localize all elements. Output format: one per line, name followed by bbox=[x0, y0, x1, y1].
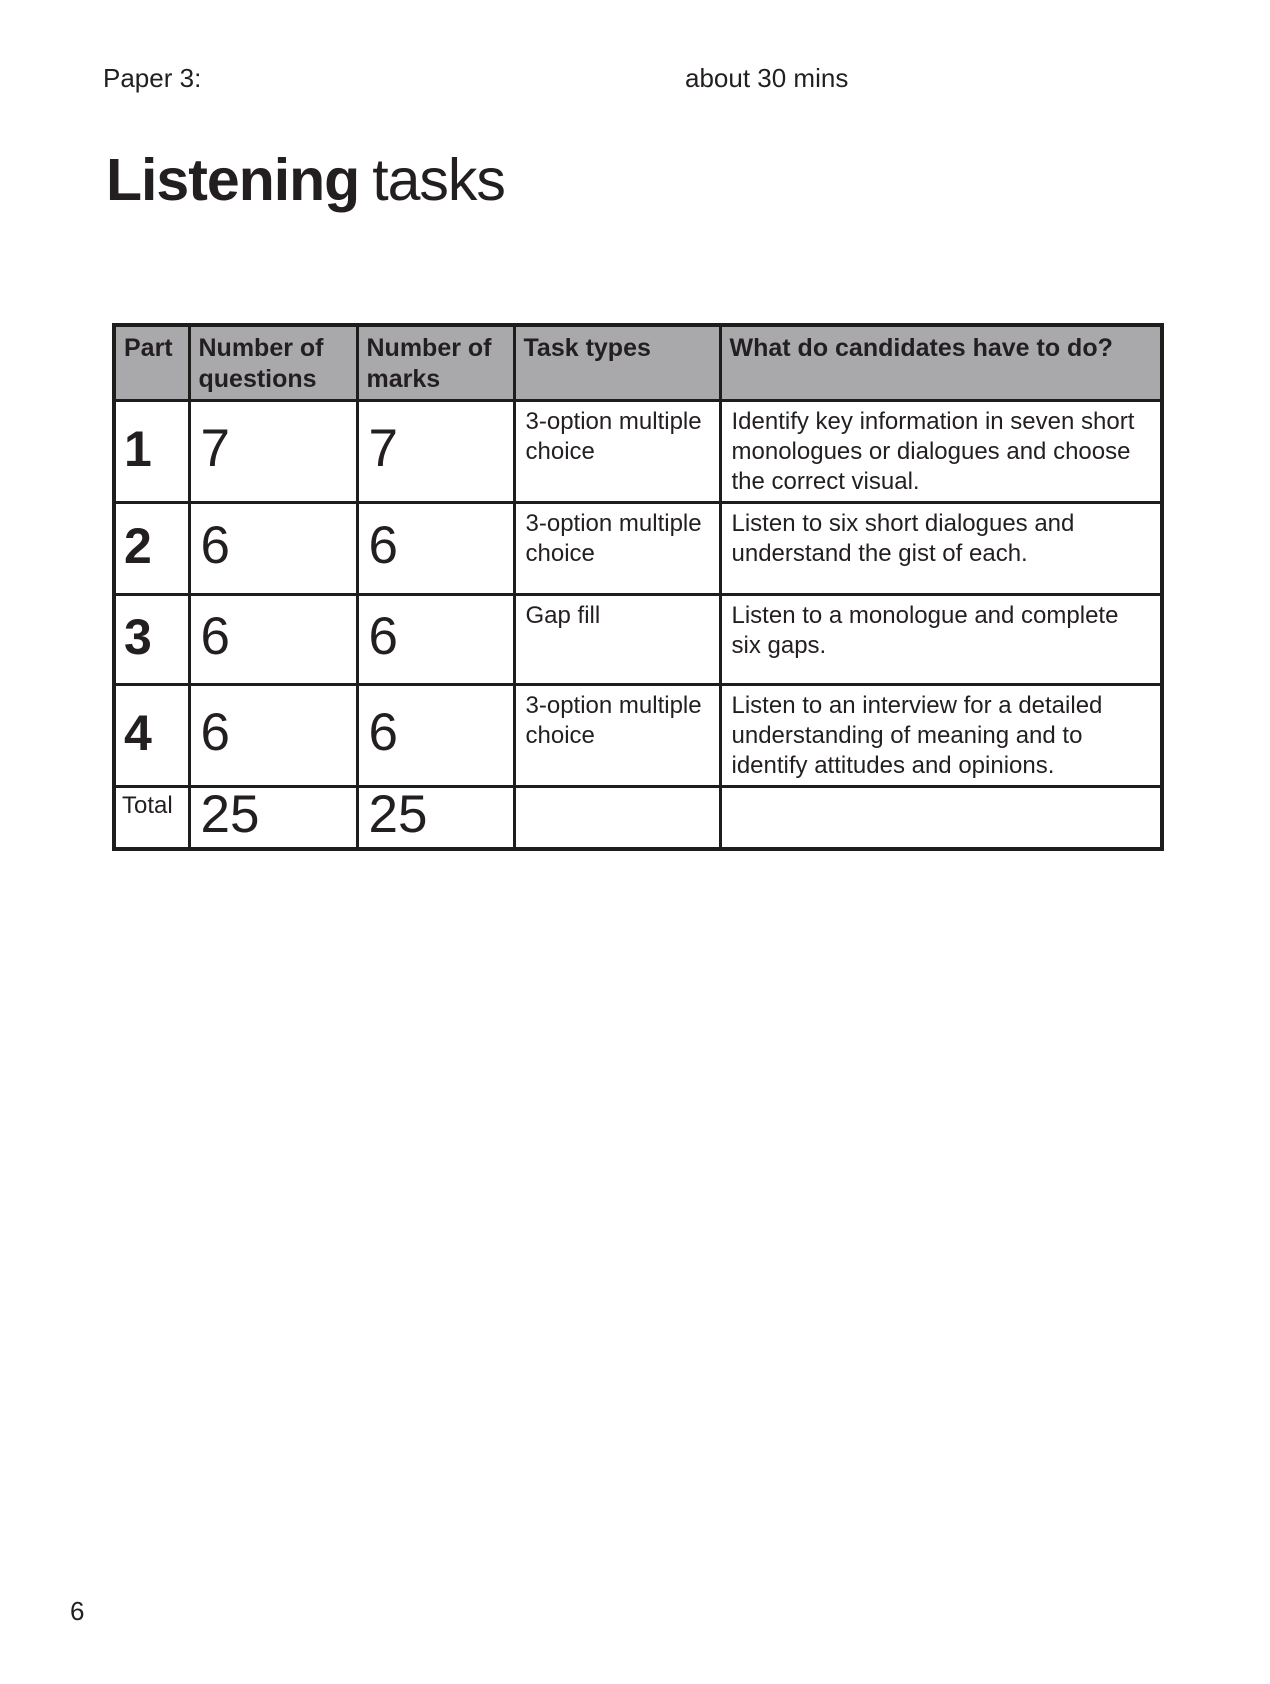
part-number: 4 bbox=[114, 685, 189, 787]
table-header-row bbox=[114, 325, 1162, 401]
task-type: 3-option multiple choice bbox=[514, 503, 720, 595]
task-type: 3-option multiple choice bbox=[514, 401, 720, 503]
task-type: 3-option multiple choice bbox=[514, 685, 720, 787]
table-row-total bbox=[114, 787, 1162, 850]
page-number: 6 bbox=[70, 1596, 85, 1626]
table-row-part-1 bbox=[114, 401, 1162, 503]
empty-cell bbox=[514, 787, 720, 850]
questions-count: 6 bbox=[189, 685, 357, 787]
col-header-part: Part bbox=[114, 325, 189, 401]
task-description: Listen to a monologue and complete six gaps. bbox=[720, 595, 1162, 685]
page-title-bold: Listening bbox=[106, 147, 360, 213]
page-title bbox=[106, 148, 505, 213]
total-questions: 25 bbox=[189, 787, 357, 850]
paper-label: Paper 3: bbox=[103, 63, 202, 93]
task-description: Identify key information in seven short monologues or dialogues and choose the correct visual. bbox=[720, 401, 1162, 503]
part-number: 3 bbox=[114, 595, 189, 685]
col-header-marks: Number of marks bbox=[357, 325, 514, 401]
duration-label: about 30 mins bbox=[685, 63, 849, 93]
table-row-part-3 bbox=[114, 595, 1162, 685]
questions-count: 6 bbox=[189, 503, 357, 595]
table-row-part-2 bbox=[114, 503, 1162, 595]
questions-count: 6 bbox=[189, 595, 357, 685]
col-header-what-to-do: What do candidates have to do? bbox=[720, 325, 1162, 401]
table-row-part-4 bbox=[114, 685, 1162, 787]
questions-count: 7 bbox=[189, 401, 357, 503]
part-number: 1 bbox=[114, 401, 189, 503]
task-type: Gap fill bbox=[514, 595, 720, 685]
col-header-questions: Number of questions bbox=[189, 325, 357, 401]
empty-cell bbox=[720, 787, 1162, 850]
part-number: 2 bbox=[114, 503, 189, 595]
marks-count: 6 bbox=[357, 595, 514, 685]
total-marks: 25 bbox=[357, 787, 514, 850]
task-description: Listen to six short dialogues and understand the gist of each. bbox=[720, 503, 1162, 595]
total-label: Total bbox=[114, 787, 189, 850]
col-header-task-types: Task types bbox=[514, 325, 720, 401]
marks-count: 7 bbox=[357, 401, 514, 503]
listening-tasks-table bbox=[112, 323, 1164, 851]
marks-count: 6 bbox=[357, 685, 514, 787]
page-title-regular: tasks bbox=[372, 147, 505, 213]
marks-count: 6 bbox=[357, 503, 514, 595]
task-description: Listen to an interview for a detailed understanding of meaning and to identify attitudes and opinions. bbox=[720, 685, 1162, 787]
